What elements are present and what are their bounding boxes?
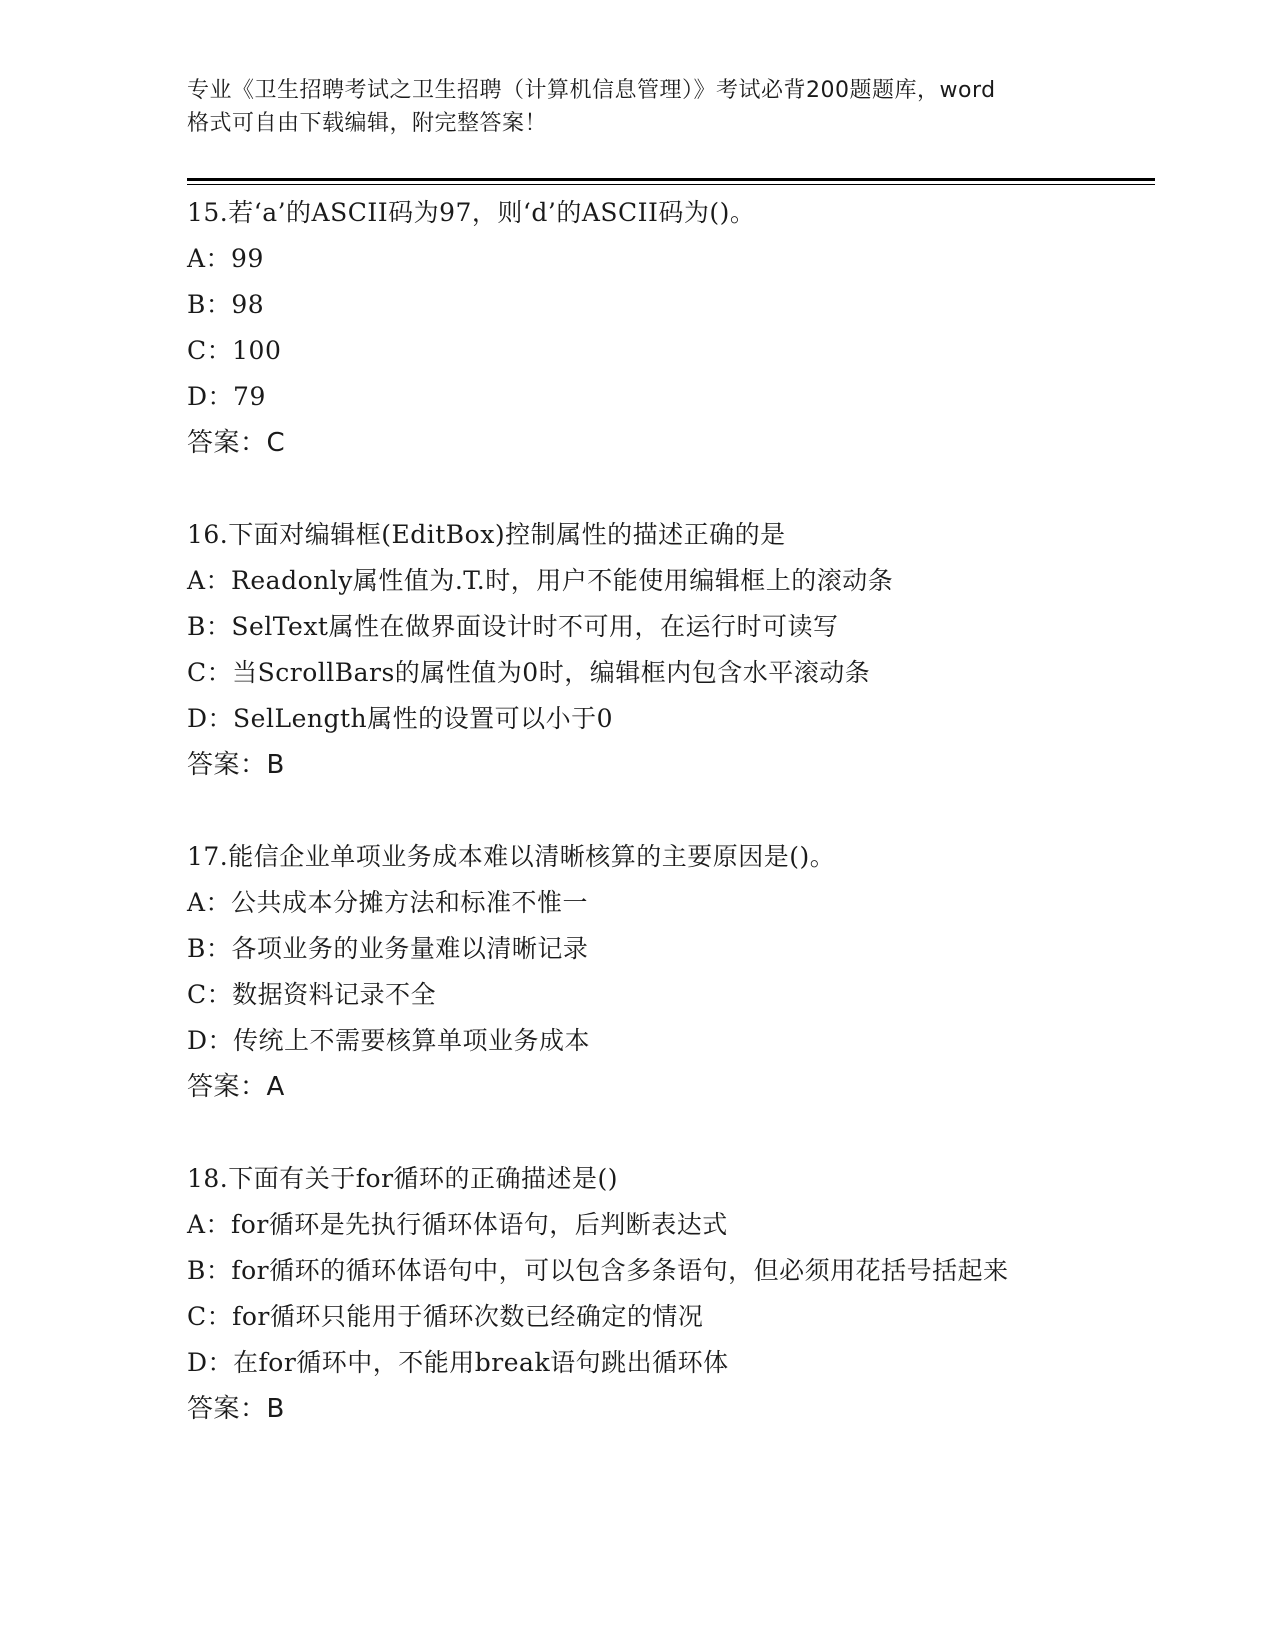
option-b: B：SelText属性在做界面设计时不可用，在运行时可读写 — [187, 612, 839, 641]
option-b: B：98 — [187, 290, 265, 319]
option-d: D：传统上不需要核算单项业务成本 — [187, 1026, 591, 1055]
question-list — [187, 190, 1147, 1478]
header-title-line-2: 格式可自由下载编辑，附完整答案！ — [187, 111, 548, 136]
option-c: C：for循环只能用于循环次数已经确定的情况 — [187, 1302, 704, 1331]
option-c: C：100 — [187, 336, 282, 365]
option-c: C：当ScrollBars的属性值为0时，编辑框内包含水平滚动条 — [187, 658, 871, 687]
question-17 — [187, 834, 1147, 1110]
question-18 — [187, 1156, 1147, 1432]
header-title-line-1: 专业《卫生招聘考试之卫生招聘（计算机信息管理）》考试必背200题题库，word — [187, 78, 996, 103]
option-d: D：79 — [187, 382, 266, 411]
option-a: A：for循环是先执行循环体语句，后判断表达式 — [187, 1210, 728, 1239]
option-a: A：99 — [187, 244, 264, 273]
question-stem: 18.下面有关于for循环的正确描述是() — [187, 1164, 619, 1193]
question-stem: 17.能信企业单项业务成本难以清晰核算的主要原因是()。 — [187, 842, 836, 871]
option-c: C：数据资料记录不全 — [187, 980, 437, 1009]
question-stem: 16.下面对编辑框(EditBox)控制属性的描述正确的是 — [187, 520, 786, 549]
answer-text: 答案：C — [187, 428, 286, 458]
header-divider-thick — [187, 178, 1155, 181]
option-b: B：各项业务的业务量难以清晰记录 — [187, 934, 589, 963]
document-header — [187, 74, 1087, 140]
answer-text: 答案：B — [187, 750, 285, 780]
option-a: A：公共成本分摊方法和标准不惟一 — [187, 888, 589, 917]
option-b: B：for循环的循环体语句中，可以包含多条语句，但必须用花括号括起来 — [187, 1256, 1009, 1285]
answer-text: 答案：B — [187, 1394, 285, 1424]
option-a: A：Readonly属性值为.T.时，用户不能使用编辑框上的滚动条 — [187, 566, 894, 595]
question-16 — [187, 512, 1147, 788]
option-d: D：在for循环中，不能用break语句跳出循环体 — [187, 1348, 729, 1377]
header-divider-thin — [187, 184, 1155, 185]
question-stem: 15.若‘a’的ASCII码为97，则‘d’的ASCII码为()。 — [187, 198, 756, 227]
option-d: D：SelLength属性的设置可以小于0 — [187, 704, 614, 733]
answer-text: 答案：A — [187, 1072, 285, 1102]
question-15 — [187, 190, 1147, 466]
